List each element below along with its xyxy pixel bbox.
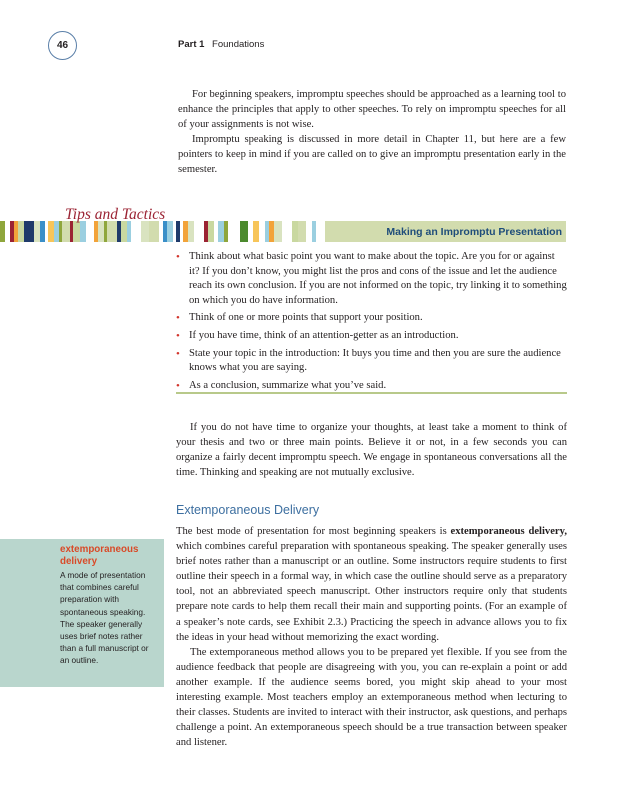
key-term: extemporaneous delivery,	[450, 526, 567, 537]
bullet-icon: •	[176, 329, 180, 342]
body-paragraph: If you do not have time to organize your thoughts, at least take a moment to think of your thesis and two or three main points. Believe it or not, in a few seconds you can organize a fairly decent impromptu speech. We engage in spontaneous conversations all the time. Thinking and speaking are not mutually exclusive.	[176, 422, 567, 479]
bullet-icon: •	[176, 347, 180, 360]
intro-paragraph: For beginning speakers, impromptu speeches should be approached as a learning tool to enhance the principles that apply to other speeches. To rely on impromptu speeches for all of your assignments is not wise.	[178, 89, 566, 131]
list-item	[176, 311, 567, 326]
intro-text	[178, 87, 566, 178]
bullet-icon: •	[176, 312, 180, 325]
tips-list	[176, 250, 567, 396]
list-item-text: As a conclusion, summarize what you’ve said.	[189, 379, 387, 391]
bullet-icon: •	[176, 379, 180, 392]
list-item	[176, 347, 567, 376]
bullet-icon: •	[176, 251, 180, 263]
list-item-text: If you have time, think of an attention-getter as an introduction.	[189, 329, 459, 341]
glossary-term: extemporaneous delivery	[60, 544, 139, 567]
list-item	[176, 250, 567, 308]
part-title: Foundations	[212, 39, 265, 50]
para-rest: which combines careful preparation with spontaneous speaking. The speaker generally uses brief notes rather than a manuscript or an outline. Some instructors require students to first outline their speech in a formal way, in which case the outline should serve as a preparatory tool, not an abbreviated speech manuscript. Other instructors require only that students prepare note cards to help them recall their main and supporting points. (For an example of a speaker’s note cards, see Exhibit 2.3.) Practicing the speech in advance allows you to fix the ideas in your head without memorizing the exact wording.	[176, 541, 567, 643]
intro-paragraph: Impromptu speaking is discussed in more detail in Chapter 11, but here are a few pointers to keep in mind if you are called on to give an impromptu presentation early in the semester.	[178, 134, 566, 176]
after-tips-text	[176, 420, 567, 480]
list-item-text: Think of one or more points that support your position.	[189, 312, 423, 324]
list-item-text: Think about what basic point you want to make about the topic. Are you for or against it? If you don’t know, you might list the pros and cons of the issue and let the audience reach its own conclusion. If you are not informed on the topic, try linking it to something on which you do have information.	[189, 251, 567, 306]
list-item-text: State your topic in the introduction: It buys you time and then you are sure the audience knows what you are saying.	[189, 347, 561, 374]
section-body	[176, 524, 567, 750]
running-head	[178, 39, 264, 50]
body-paragraph	[176, 524, 567, 645]
para-start: The best mode of presentation for most beginning speakers is	[176, 526, 451, 537]
part-label: Part 1	[178, 39, 205, 50]
tips-label: Tips and Tactics	[65, 206, 166, 223]
section-heading: Extemporaneous Delivery	[176, 503, 320, 517]
list-item	[176, 329, 567, 344]
body-paragraph: The extemporaneous method allows you to be prepared yet flexible. If you see from the audience feedback that people are disagreeing with you, you can re-explain a point or add another example. If the audience seems bored, you might skip ahead to your most interesting example. Most teachers employ an extemporaneous method when lecturing to their classes. Students are invited to interact with their instructor, ask questions, and perhaps challenge a point. An extemporaneous speech should be a true transaction between speaker and listener.	[176, 646, 567, 749]
page-number: 46	[48, 31, 77, 60]
glossary-definition: A mode of presentation that combines careful preparation with spontaneous speaking. The speaker generally uses brief notes rather than a full manuscript or an outline.	[60, 570, 149, 666]
tips-heading: Making an Impromptu Presentation	[386, 225, 562, 238]
tips-divider	[176, 392, 567, 394]
